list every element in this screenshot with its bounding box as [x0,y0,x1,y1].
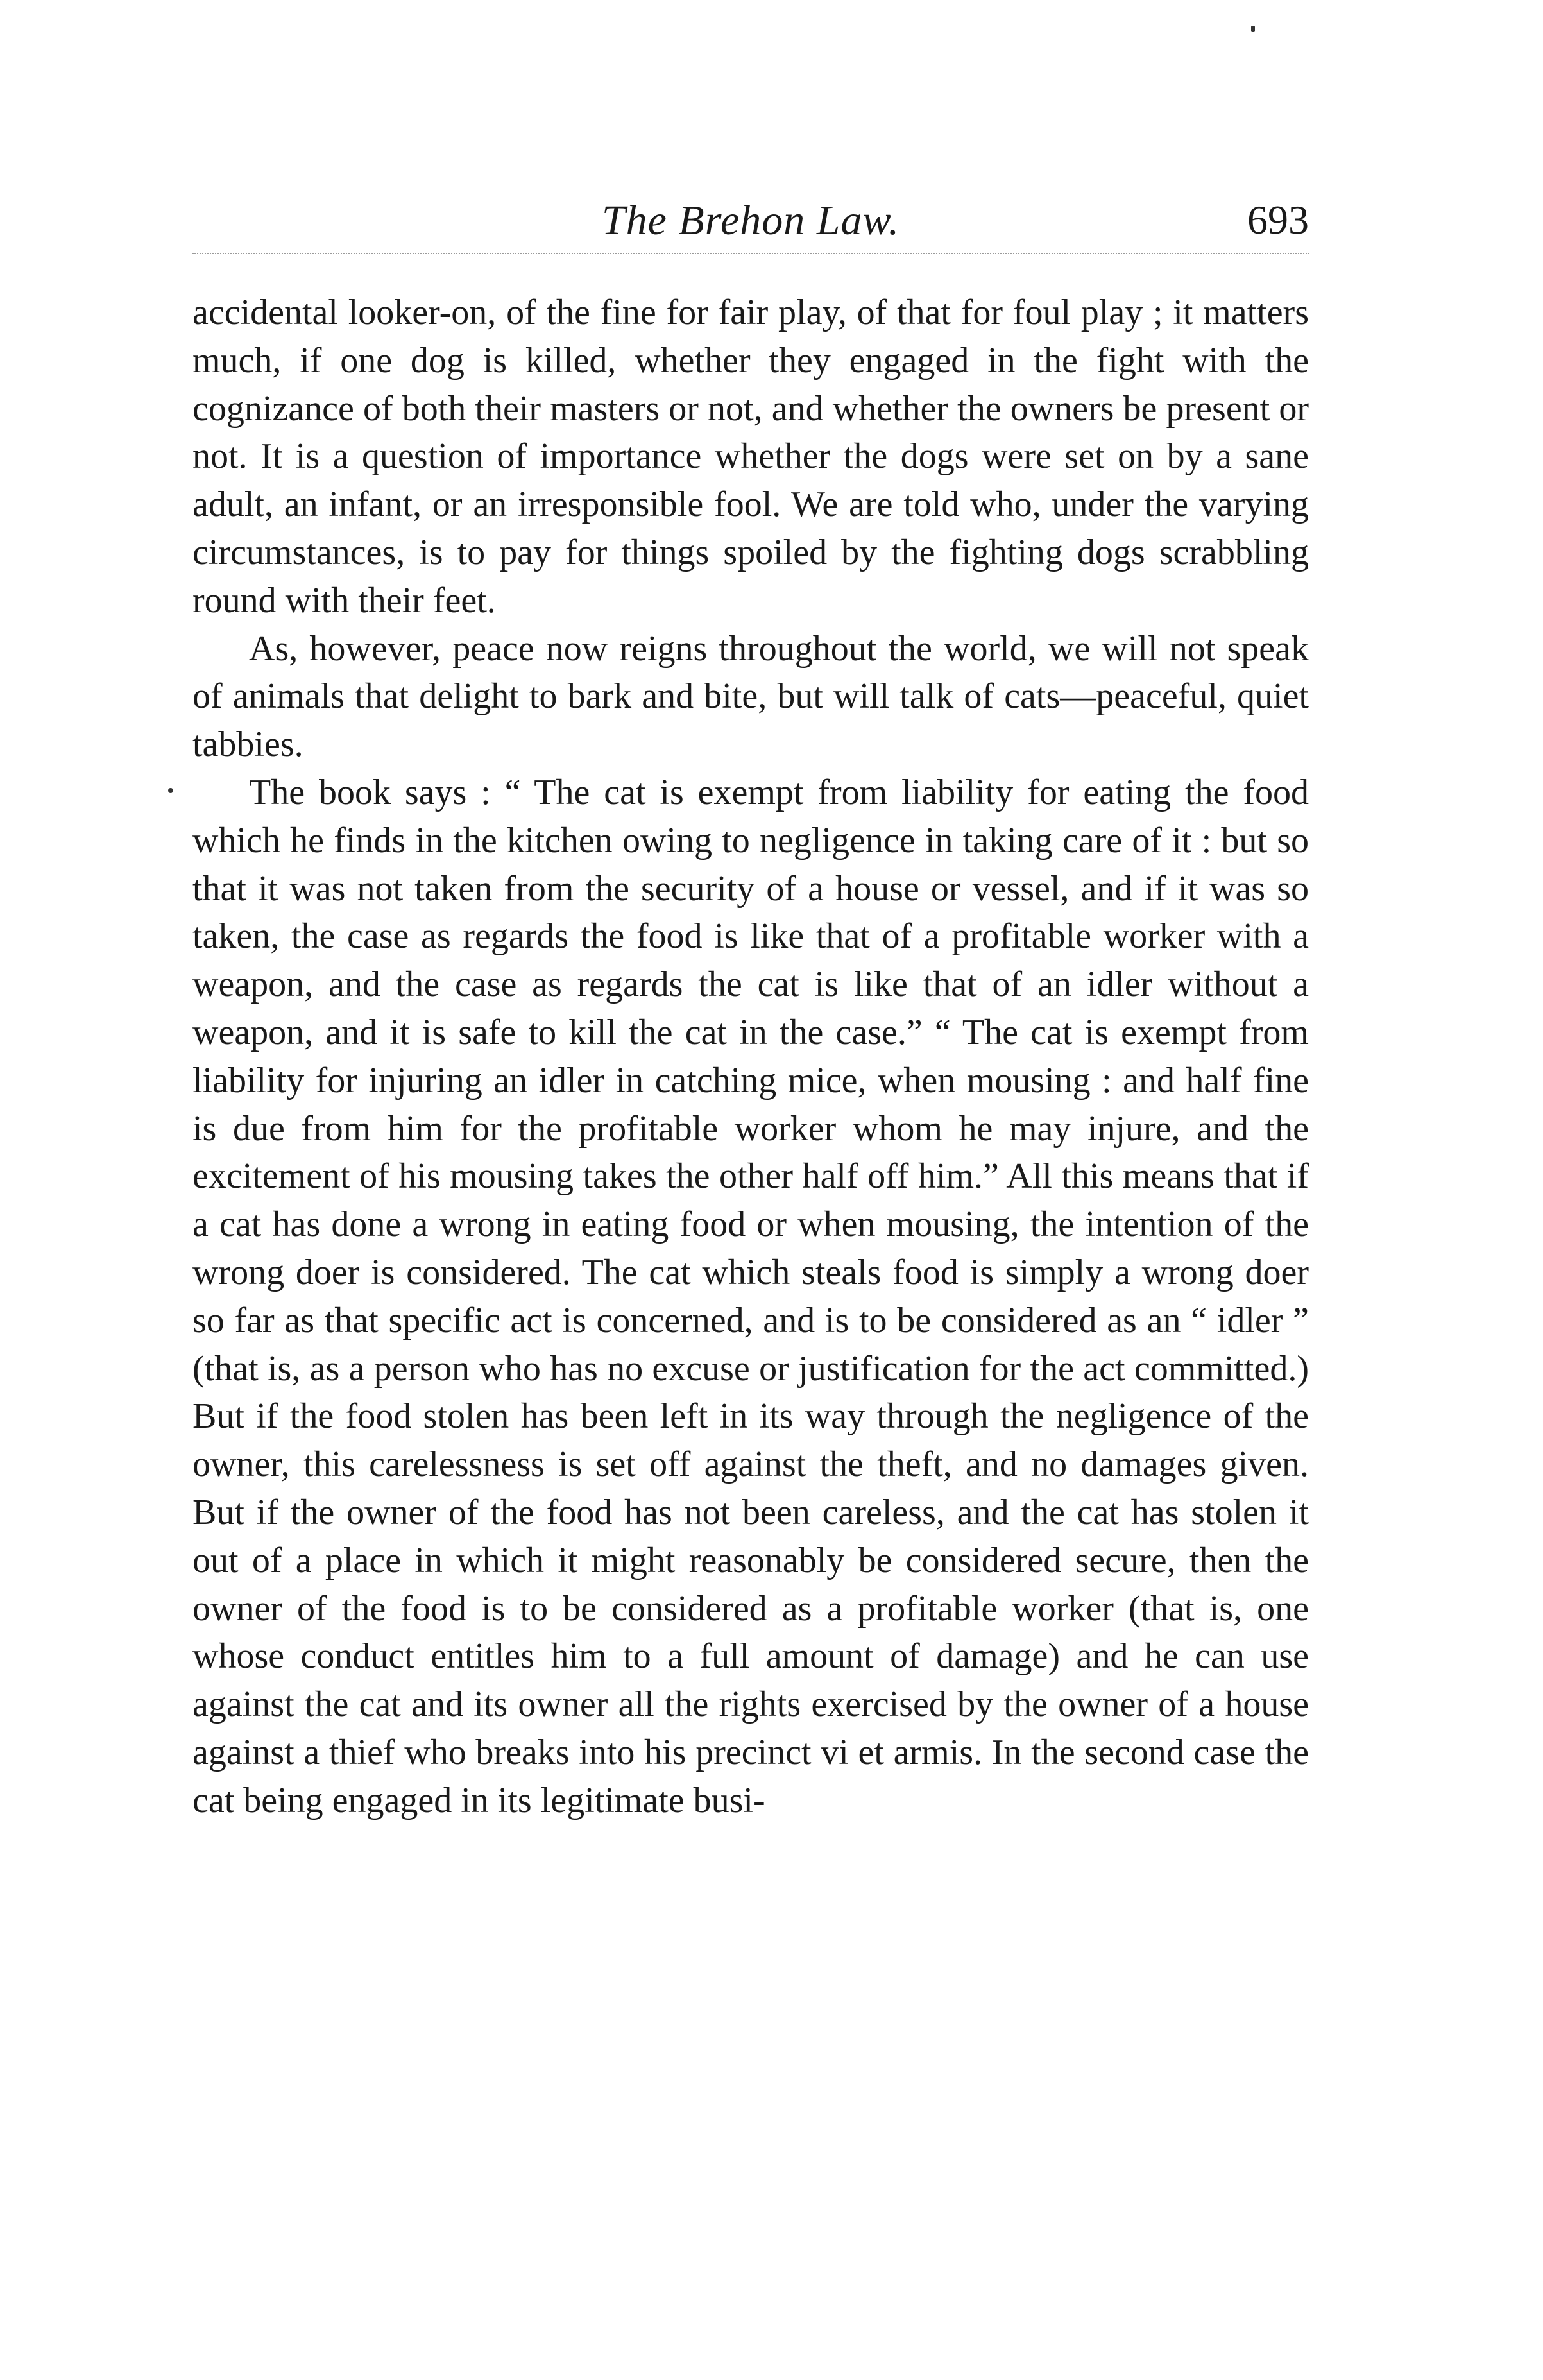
margin-dot-mark [168,788,173,793]
paragraph-dog-fight-continuation: accidental looker-on, of the fine for fair play, of that for foul play ; it matters much, if one dog is killed, whether they engaged in the fight with the cognizance of both their masters or not, and whether the owners be present or not. It is a question of importance whether the dogs were set on by a sane adult, an infant, or an irresponsible fool. We are told who, under the varying circumstances, is to pay for things spoiled by the fighting dogs scrabbling round with their feet. [192,293,1309,621]
header-rule [192,253,1309,254]
page-number: 693 [1247,197,1309,243]
paragraph-peace-cats: As, however, peace now reigns throughout the world, we will not speak of animals that delight to bark and bite, but will talk of cats—peaceful, quiet tabbies. [192,628,1309,765]
ink-speck-mark [1251,26,1255,32]
paragraph-cat-liability: The book says : “ The cat is exempt from liability for eating the food which he finds in the kitchen owing to negligence in taking care of it : but so that it was not taken from the security of a house or vessel, and if it was so taken, the case as regards the food is like that of a profitable worker with a weapon, and the case as regards the cat is like that of an idler without a weapon, and it is safe to kill the cat in the case.” “ The cat is exempt from liability for injuring an idler in catching mice, when mousing : and half fine is due from him for the profitable worker whom he may injure, and the excitement of his mousing takes the other half off him.” All this means that if a cat has done a wrong in eating food or when mousing, the intention of the wrong doer is considered. The cat which steals food is simply a wrong doer so far as that specific act is concerned, and is to be considered as an “ idler ” (that is, as a person who has no excuse or justification for the act committed.) But if the food stolen has been left in its way through the negligence of the owner, this carelessness is set off against the theft, and no damages given. But if the owner of the food has not been careless, and the cat has stolen it out of a place in which it might reasonably be considered secure, then the owner of the food is to be considered as a profitable worker (that is, one whose conduct entitles him to a full amount of damage) and he can use against the cat and its owner all the rights exercised by the owner of a house against a thief who breaks into his precinct vi et armis. In the second case the cat being engaged in its legitimate busi- [192,772,1309,1820]
running-title: The Brehon Law. [601,197,900,244]
page-header [192,186,1309,257]
body-text [192,289,1309,1825]
